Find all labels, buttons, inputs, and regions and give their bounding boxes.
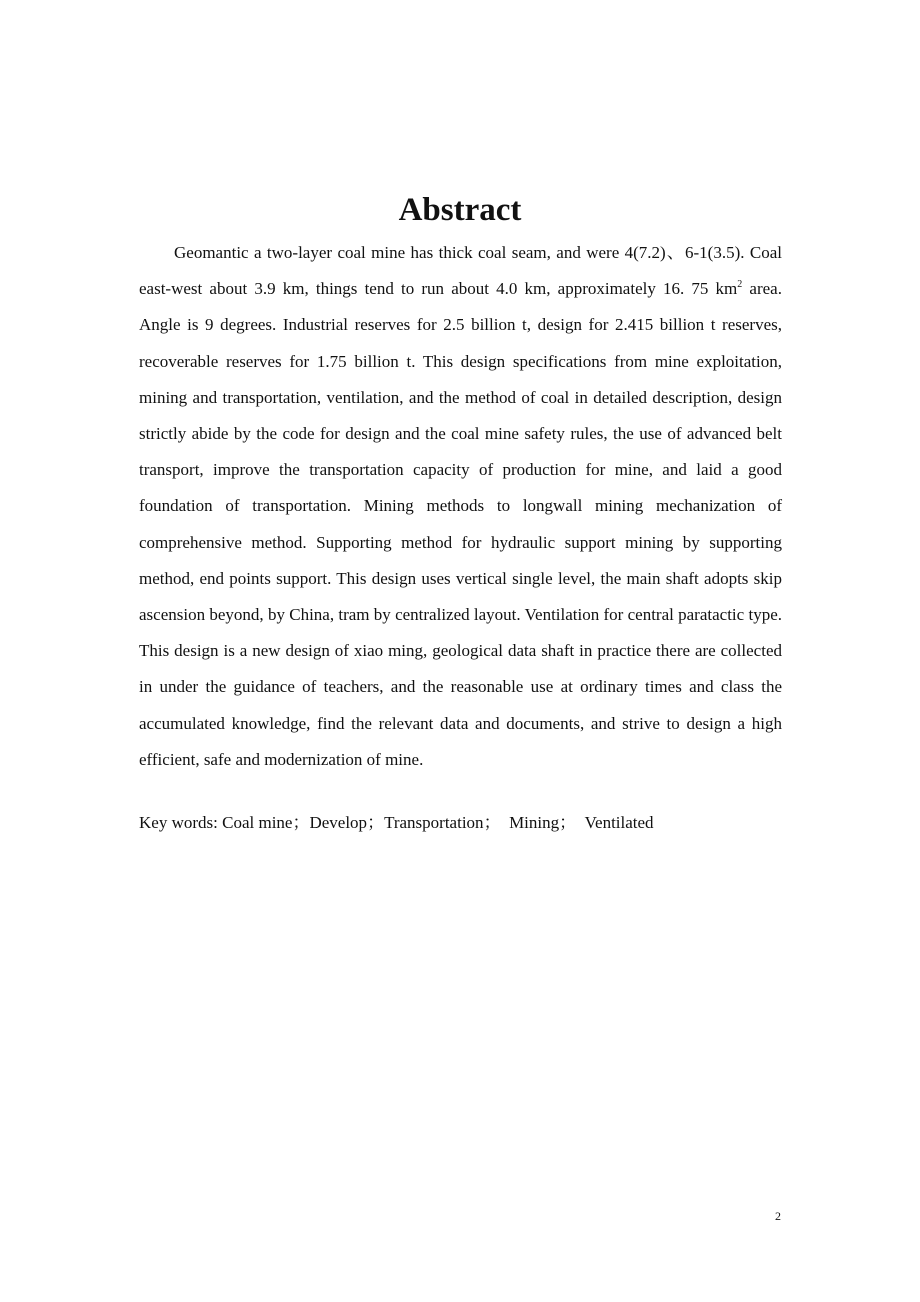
abstract-title: Abstract <box>398 192 522 228</box>
abstract-body-text-2: area. Angle is 9 degrees. Industrial reserves for 2.5 billion t, design for 2.415 billion t reserves, recoverable reserves for 1.75 billion t. This design specifications from mine exploitation, mining and transportation, ventilation, and the method of coal in detailed description, design strictly abide by the code for design and the coal mine safety rules, the use of advanced belt transport, improve the transportation capacity of production for mine, and laid a good foundation of transportation. Mining methods to longwall mining mechanization of comprehensive method. Supporting method for hydraulic support mining by supporting method, end points support. This design uses vertical single level, the main shaft adopts skip ascension beyond, by China, tram by centralized layout. Ventilation for central paratactic type. This design is a new design of xiao ming, geological data shaft in practice there are collected in under the guidance of teachers, and the reasonable use at ordinary times and class the accumulated knowledge, find the relevant data and documents, and strive to design a high efficient, safe and modernization of mine. <box>139 279 782 769</box>
keyword-item: Coal mine <box>222 813 293 832</box>
keyword-item: Develop <box>309 813 368 832</box>
keyword-separator: ； <box>483 813 510 832</box>
keywords-label: Key words: <box>139 813 223 832</box>
abstract-body-text-1: Geomantic a two-layer coal mine has thick coal seam, and were 4(7.2)、6-1(3.5). Coal east-west about 3.9 km, things tend to run about 4.0 km, approximately 16. 75 km <box>139 243 782 299</box>
keyword-item: Mining <box>509 813 560 832</box>
keyword-item: Ventilated <box>584 813 654 832</box>
keyword-separator: ； <box>292 813 310 832</box>
abstract-body <box>139 235 782 778</box>
keywords-line <box>139 810 782 836</box>
keyword-item: Transportation <box>384 813 484 832</box>
page-number: 2 <box>775 1209 781 1223</box>
keyword-separator: ； <box>559 813 585 832</box>
keyword-separator: ； <box>367 813 385 832</box>
km-superscript: 2 <box>737 279 743 291</box>
